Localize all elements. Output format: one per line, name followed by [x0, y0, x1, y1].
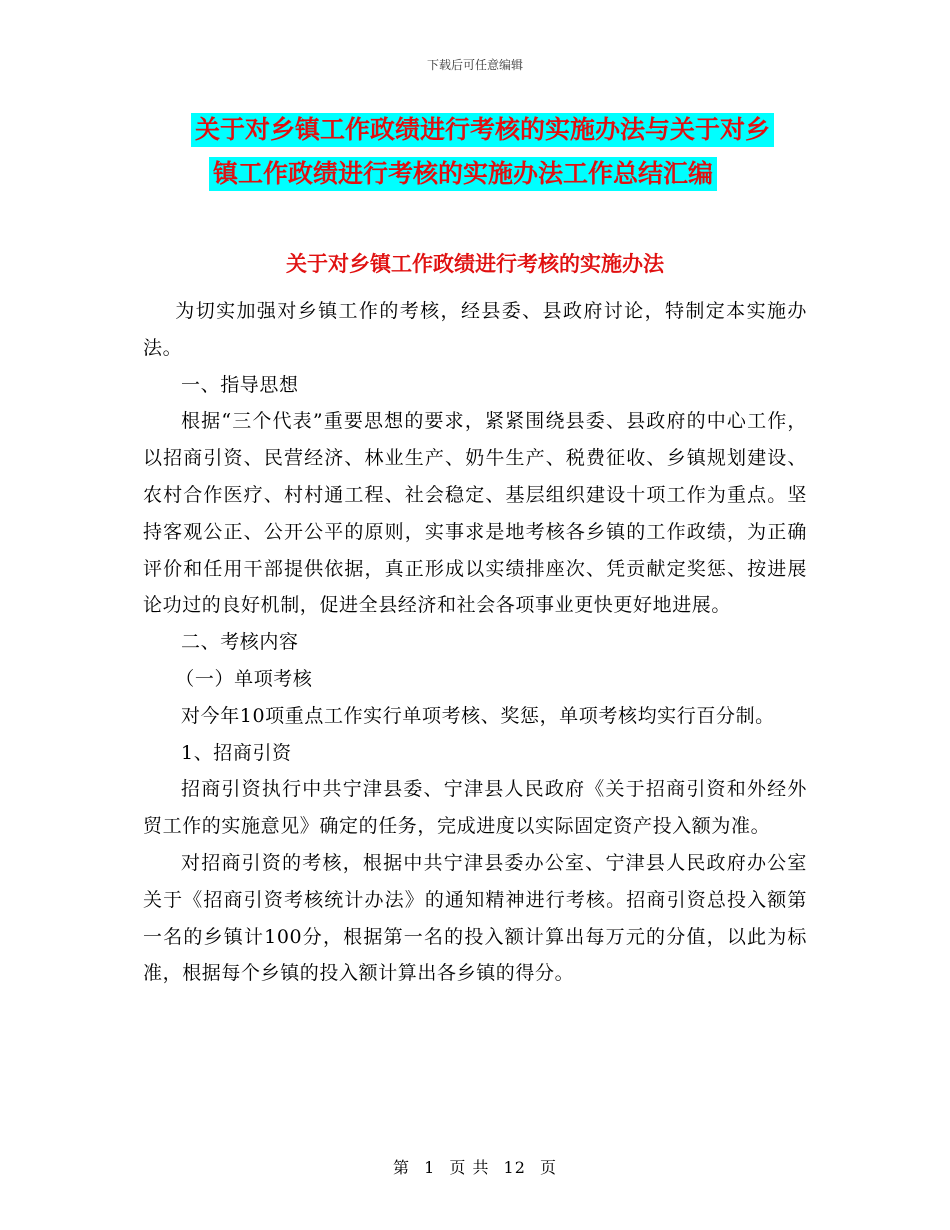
paragraph-investment-2: 对招商引资的考核，根据中共宁津县委办公室、宁津县人民政府办公室关于《招商引资考核统计办法》的通知精神进行考核。招商引资总投入额第一名的乡镇计100分，根据第一名的投入额计算出每万元的分值，以此为标准，根据每个乡镇的投入额计算出各乡镇的得分。 — [143, 851, 807, 985]
document-title-line-2: 镇工作政绩进行考核的实施办法工作总结汇编 — [209, 157, 717, 191]
footer-suffix: 页 — [540, 1158, 558, 1177]
heading-single-assessment: （一）单项考核 — [175, 667, 313, 690]
heading-investment: 1、招商引资 — [181, 741, 292, 764]
paragraph-intro: 为切实加强对乡镇工作的考核，经县委、县政府讨论，特制定本实施办法。 — [143, 300, 807, 359]
document-title-line-1: 关于对乡镇工作政绩进行考核的实施办法与关于对乡 — [191, 113, 774, 147]
heading-guiding-thought: 一、指导思想 — [181, 373, 299, 396]
paragraph-guiding-thought: 根据“三个代表”重要思想的要求，紧紧围绕县委、县政府的中心工作，以招商引资、民营经济、林业生产、奶牛生产、税费征收、乡镇规划建设、农村合作医疗、村村通工程、社会稳定、基层组织建设十项工作为重点。坚持客观公正、公开公平的原则，实事求是地考核各乡镇的工作政绩，为正确评价和任用干部提供依据，真正形成以实绩排座次、凭贡献定奖惩、按进展论功过的良好机制，促进全县经济和社会各项事业更快更好地进展。 — [143, 410, 807, 617]
footer-prefix: 第 — [392, 1158, 410, 1177]
footer-page-number: 1 — [424, 1158, 436, 1177]
section-title: 关于对乡镇工作政绩进行考核的实施办法 — [286, 251, 664, 276]
footer-total-pages: 12 — [503, 1158, 526, 1177]
body-text — [143, 293, 807, 992]
header-note: 下载后可任意编辑 — [426, 58, 523, 72]
page-footer — [0, 1155, 950, 1178]
paragraph-investment-1: 招商引资执行中共宁津县委、宁津县人民政府《关于招商引资和外经外贸工作的实施意见》确定的任务，完成进度以实际固定资产投入额为准。 — [143, 778, 807, 838]
footer-middle: 页 共 — [449, 1158, 490, 1177]
heading-assessment-content: 二、考核内容 — [181, 631, 299, 654]
paragraph-single-assessment: 对今年10项重点工作实行单项考核、奖惩，单项考核均实行百分制。 — [181, 704, 775, 727]
